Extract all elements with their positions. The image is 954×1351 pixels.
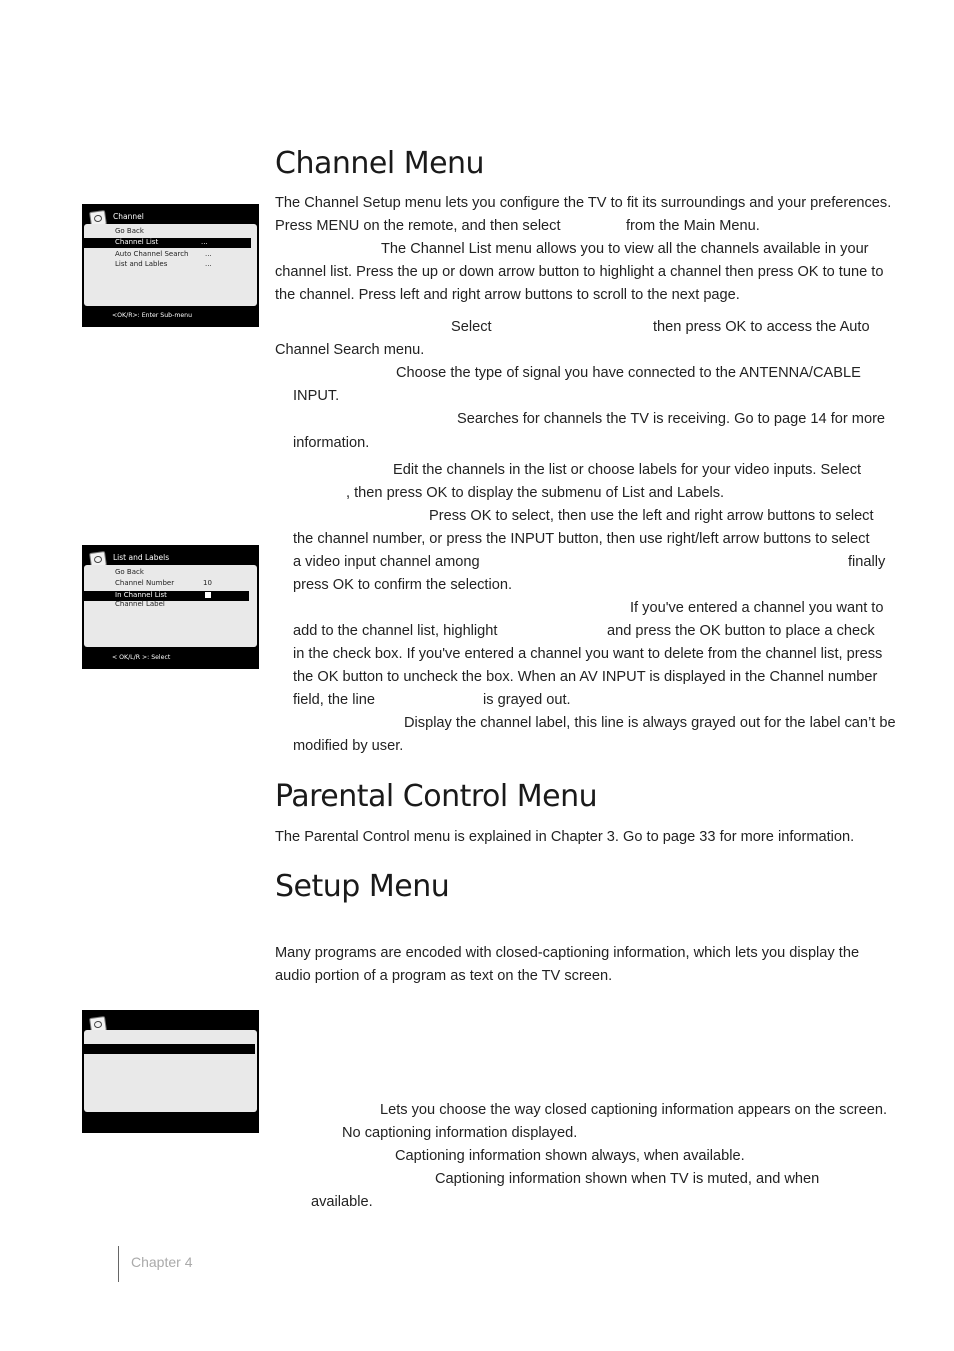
signal-type-line2: INPUT. xyxy=(293,388,340,404)
menu-item-label: Auto Channel Search xyxy=(115,250,189,258)
menu-item-go-back[interactable] xyxy=(115,568,144,576)
menu-item-label: In Channel List xyxy=(115,591,167,599)
chapter-label: Chapter 4 xyxy=(131,1254,193,1270)
in-channel-list-line2b: and press the OK button to place a check xyxy=(607,623,875,639)
channel-number-line2: the channel number, or press the INPUT button, then use right/left arrow buttons to select xyxy=(293,531,870,547)
in-channel-list-line1: If you've entered a channel you want to xyxy=(630,600,884,616)
channel-menu-screen xyxy=(82,204,259,327)
menu-item-value: ... xyxy=(201,238,208,246)
channel-menu-heading: Channel Menu xyxy=(275,146,485,181)
setup-menu-heading: Setup Menu xyxy=(275,869,450,904)
menu-item-channel-number[interactable] xyxy=(115,579,212,587)
channel-intro-line1: The Channel Setup menu lets you configure the TV to fit its surroundings and your preferences. xyxy=(275,195,892,211)
menu-item-value: 10 xyxy=(203,579,212,587)
screen-menu-panel xyxy=(84,1030,257,1112)
cc-display-line2: No captioning information displayed. xyxy=(342,1125,578,1141)
list-labels-line2: , then press OK to display the submenu of List and Labels. xyxy=(346,485,725,501)
menu-item-label: Channel List xyxy=(115,238,159,246)
screen-title: Channel xyxy=(113,212,144,221)
menu-item-auto-channel-search[interactable] xyxy=(115,250,212,258)
screen-title: List and Labels xyxy=(113,553,170,562)
footer-divider xyxy=(118,1246,119,1282)
menu-highlight-bar xyxy=(84,238,251,248)
menu-item-label: Channel Label xyxy=(115,600,165,608)
menu-item-value: ... xyxy=(205,250,212,258)
channel-list-desc-line1: The Channel List menu allows you to view all the channels available in your xyxy=(381,241,869,257)
menu-item-label: List and Lables xyxy=(115,260,168,268)
setup-menu-screen xyxy=(82,1010,259,1133)
channel-number-line3a: a video input channel among xyxy=(293,554,480,570)
menu-item-list-and-labels[interactable] xyxy=(115,260,212,268)
screen-menu-panel xyxy=(84,224,257,306)
channel-number-line3b: finally xyxy=(848,554,886,570)
screen-footer-hint: < OK/L/R >: Select xyxy=(112,654,171,661)
cc-display-line1: Lets you choose the way closed captioning information appears on the screen. xyxy=(380,1102,888,1118)
parental-text: The Parental Control menu is explained in Chapter 3. Go to page 33 for more information. xyxy=(275,829,855,845)
list-labels-line1: Edit the channels in the list or choose labels for your video inputs. Select xyxy=(393,462,862,478)
channel-label-line1: Display the channel label, this line is always grayed out for the label can’t be xyxy=(404,715,896,731)
parental-menu-heading: Parental Control Menu xyxy=(275,779,598,814)
auto-search-select: Select xyxy=(451,319,492,335)
channel-intro-line2a: Press MENU on the remote, and then select xyxy=(275,218,561,234)
channel-number-line4: press OK to confirm the selection. xyxy=(293,577,512,593)
channel-number-line1: Press OK to select, then use the left and right arrow buttons to select xyxy=(429,508,874,524)
screen-footer-hint: <OK/R>: Enter Sub-menu xyxy=(112,312,192,319)
signal-type-line1: Choose the type of signal you have connected to the ANTENNA/CABLE xyxy=(396,365,861,381)
in-channel-list-line5b: is grayed out. xyxy=(483,692,571,708)
menu-item-go-back[interactable] xyxy=(115,227,144,235)
start-search-line2: information. xyxy=(293,435,370,451)
menu-item-value: ... xyxy=(205,260,212,268)
cc-display-line5: available. xyxy=(311,1194,373,1210)
in-channel-list-line2a: add to the channel list, highlight xyxy=(293,623,498,639)
cc-display-line3: Captioning information shown always, when available. xyxy=(395,1148,745,1164)
auto-search-end: Channel Search menu. xyxy=(275,342,425,358)
channel-label-line2: modified by user. xyxy=(293,738,404,754)
menu-highlight-bar xyxy=(84,1044,255,1054)
cc-intro-line1: Many programs are encoded with closed-captioning information, which lets you display the xyxy=(275,945,860,961)
in-channel-list-line4: the OK button to uncheck the box. When an AV INPUT is displayed in the Channel number xyxy=(293,669,878,685)
start-search-line1: Searches for channels the TV is receiving. Go to page 14 for more xyxy=(457,411,886,427)
checkbox-icon[interactable] xyxy=(205,592,211,598)
menu-item-label: Go Back xyxy=(115,227,144,235)
menu-item-channel-label[interactable] xyxy=(115,600,165,608)
channel-intro-line2b: from the Main Menu. xyxy=(626,218,760,234)
list-and-labels-screen xyxy=(82,545,259,669)
menu-item-channel-list[interactable] xyxy=(113,238,208,248)
channel-list-desc-line2: channel list. Press the up or down arrow button to highlight a channel then press OK to tune to xyxy=(275,264,884,280)
menu-item-label: Go Back xyxy=(115,568,144,576)
channel-list-desc-line3: the channel. Press left and right arrow buttons to scroll to the next page. xyxy=(275,287,740,303)
screen-menu-panel xyxy=(84,565,257,647)
cc-display-line4: Captioning information shown when TV is muted, and when xyxy=(435,1171,820,1187)
in-channel-list-line3: in the check box. If you've entered a channel you want to delete from the channel list, press xyxy=(293,646,883,662)
menu-item-label: Channel Number xyxy=(115,579,175,587)
in-channel-list-line5a: field, the line xyxy=(293,692,375,708)
auto-search-then: then press OK to access the Auto xyxy=(653,319,870,335)
menu-item-in-channel-list[interactable] xyxy=(115,591,167,599)
cc-intro-line2: audio portion of a program as text on the TV screen. xyxy=(275,968,613,984)
